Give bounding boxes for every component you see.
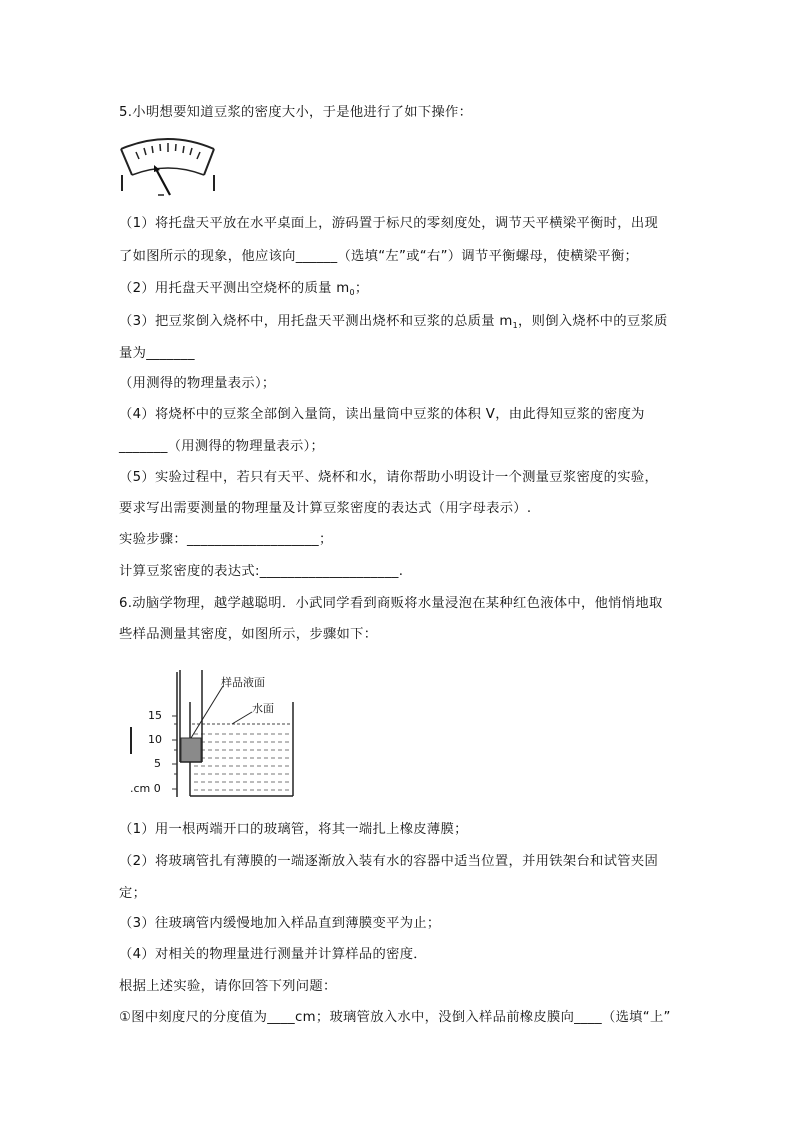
q6-step2-line1: （2）将玻璃管扎有薄膜的一端逐渐放入装有水的容器中适当位置，并用铁架台和试管夹固 <box>119 854 659 869</box>
q5-step4-line1: （4）将烧杯中的豆浆全部倒入量筒，读出量筒中豆浆的体积 V，由此得知豆浆的密度为 <box>119 407 645 422</box>
q5-step3-line1: （3）把豆浆倒入烧杯中，用托盘天平测出烧杯和豆浆的总质量 $m_1$，则倒入烧杯中的豆浆质 <box>119 314 668 330</box>
q5-step5-line1: （5）实验过程中，若只有天平、烧杯和水，请你帮助小明设计一个测量豆浆密度的实验， <box>119 470 659 485</box>
q5-experiment-steps: 实验步骤：___________________； <box>119 532 333 547</box>
q5-density-expression: 计算豆浆密度的表达式:____________________. <box>119 564 404 579</box>
q6-title-line2: 些样品测量其密度，如图所示，步骤如下： <box>119 627 378 642</box>
q5-step5-line2: 要求写出需要测量的物理量及计算豆浆密度的表达式（用字母表示）. <box>119 501 532 516</box>
q5-step1-line1: （1）将托盘天平放在水平桌面上，游码置于标尺的零刻度处，调节天平横梁平衡时，出现 <box>119 216 659 231</box>
q5-step1-line2: 了如图所示的现象，他应该向______（选填“左”或“右”）调节平衡螺母，使横梁平衡； <box>119 249 639 264</box>
q6-question1: ①图中刻度尺的分度值为____cm；玻璃管放入水中，没倒入样品前橡皮膜向____（选填“上” <box>119 1010 671 1025</box>
q5-step3-line2: 量为_______ <box>119 346 195 361</box>
tick-label-10: 10 <box>148 733 162 746</box>
glass-tube-figure <box>128 662 308 802</box>
q6-questions-intro: 根据上述实验，请你回答下列问题： <box>119 979 337 994</box>
q6-step3: （3）往玻璃管内缓慢地加入样品直到薄膜变平为止； <box>119 916 441 931</box>
q5-title: 5.小明想要知道豆浆的密度大小，于是他进行了如下操作： <box>119 105 473 120</box>
q5-step2: （2）用托盘天平测出空烧杯的质量 $m_0$； <box>119 281 369 297</box>
q6-step4: （4）对相关的物理量进行测量并计算样品的密度． <box>119 947 427 962</box>
q6-title-line1: 6.动脑学物理，越学越聪明．小武同学看到商贩将水量浸泡在某种红色液体中，他悄悄地取 <box>119 596 663 611</box>
tick-label-0: .cm 0 <box>130 782 161 795</box>
sample-surface-label: 样品液面 <box>221 676 265 689</box>
q6-step2-line2: 定； <box>119 886 147 901</box>
tick-label-5: 5 <box>154 757 161 770</box>
tick-label-15: 15 <box>148 709 162 722</box>
water-surface-label: 水面 <box>252 702 274 715</box>
balance-scale-figure <box>118 135 218 197</box>
q5-step4-line2: _______（用测得的物理量表示）； <box>119 439 325 454</box>
q6-step1: （1）用一根两端开口的玻璃管，将其一端扎上橡皮薄膜； <box>119 822 468 837</box>
q5-step3-line3: （用测得的物理量表示）； <box>119 376 276 391</box>
